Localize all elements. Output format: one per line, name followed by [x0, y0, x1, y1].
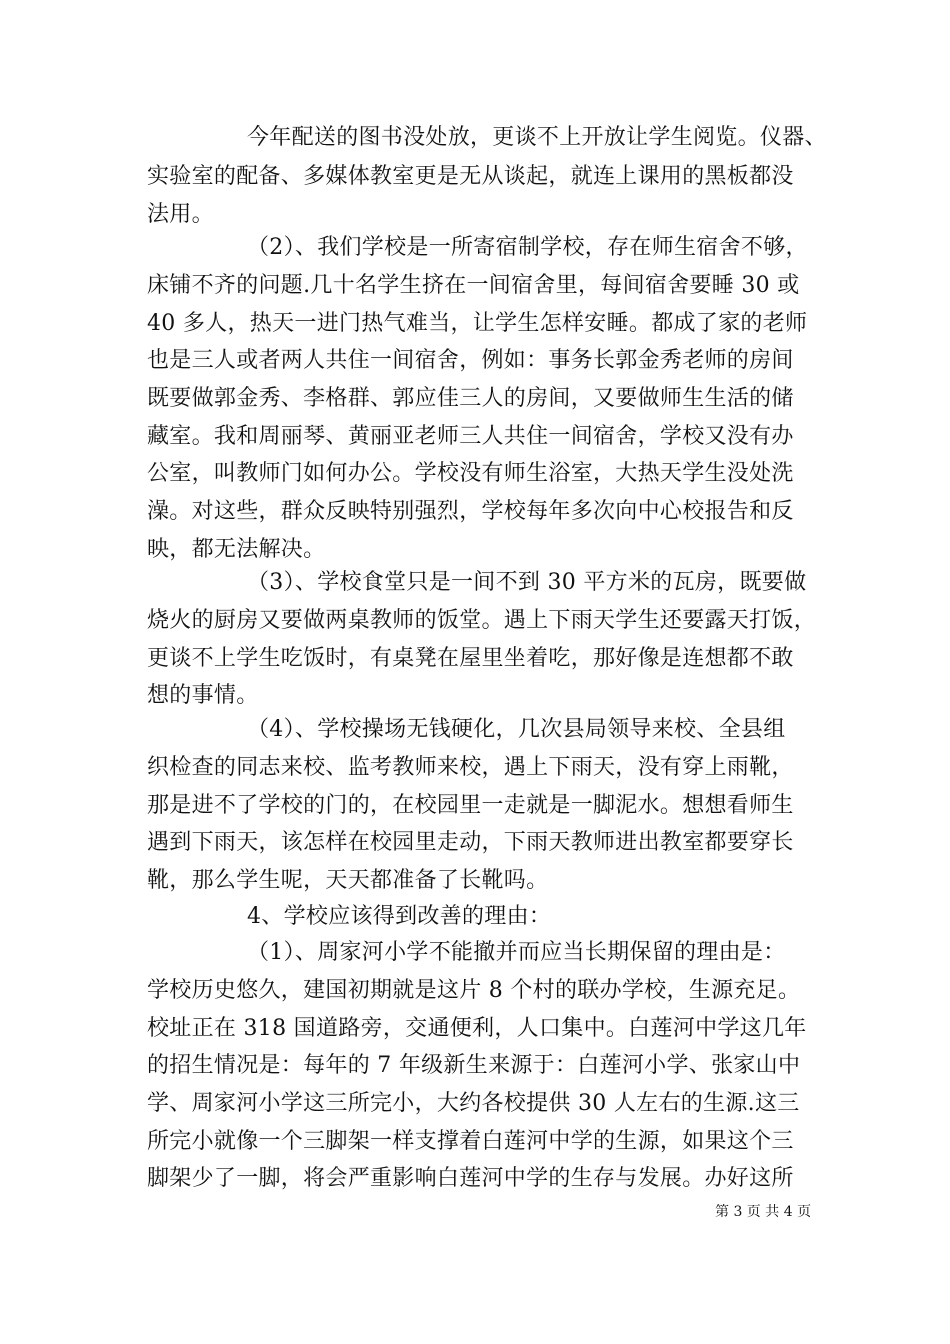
- page-number-footer: 第 3 页 共 4 页: [715, 1204, 812, 1220]
- text-line: 法用。: [147, 202, 214, 227]
- text-line: 4、学校应该得到改善的理由：: [247, 904, 552, 929]
- text-line: 的招生情况是：每年的 7 年级新生来源于：白莲河小学、张家山中: [147, 1053, 801, 1078]
- text-line: 学、周家河小学这三所完小，大约各校提供 30 人左右的生源.这三: [147, 1091, 800, 1116]
- text-line: 映，都无法解决。: [147, 537, 326, 562]
- text-line: （4）、学校操场无钱硬化，几次县局领导来校、全县组: [247, 717, 786, 742]
- text-line: （3）、学校食堂只是一间不到 30 平方米的瓦房，既要做: [247, 570, 807, 595]
- text-line: 公室，叫教师门如何办公。学校没有师生浴室，大热天学生没处洗: [147, 461, 794, 486]
- text-line: 脚架少了一脚，将会严重影响白莲河中学的生存与发展。办好这所: [147, 1166, 794, 1191]
- text-line: 遇到下雨天，该怎样在校园里走动，下雨天教师进出教室都要穿长: [147, 830, 794, 855]
- text-line: 靴，那么学生呢，天天都准备了长靴吗。: [147, 868, 549, 893]
- text-line: 床铺不齐的问题.几十名学生挤在一间宿舍里，每间宿舍要睡 30 或: [147, 273, 800, 298]
- text-line: 也是三人或者两人共住一间宿舍，例如：事务长郭金秀老师的房间: [147, 348, 794, 373]
- text-line: 织检查的同志来校、监考教师来校，遇上下雨天，没有穿上雨靴，: [147, 755, 794, 780]
- text-line: 藏室。我和周丽琴、黄丽亚老师三人共住一间宿舍，学校又没有办: [147, 424, 794, 449]
- text-line: 学校历史悠久，建国初期就是这片 8 个村的联办学校，生源充足。: [147, 978, 801, 1003]
- text-line: 实验室的配备、多媒体教室更是无从谈起，就连上课用的黑板都没: [147, 164, 794, 189]
- text-line: 既要做郭金秀、李格群、郭应佳三人的房间，又要做师生生活的储: [147, 386, 794, 411]
- text-line: 校址正在 318 国道路旁，交通便利，人口集中。白莲河中学这几年: [147, 1016, 807, 1041]
- text-line: 澡。对这些，群众反映特别强烈，学校每年多次向中心校报告和反: [147, 499, 794, 524]
- text-line: 想的事情。: [147, 683, 259, 708]
- text-line: （1）、周家河小学不能撤并而应当长期保留的理由是：: [247, 940, 786, 965]
- text-line: 今年配送的图书没处放，更谈不上开放让学生阅览。仪器、: [247, 125, 827, 150]
- text-line: （2）、我们学校是一所寄宿制学校，存在师生宿舍不够，: [247, 235, 808, 260]
- text-line: 烧火的厨房又要做两桌教师的饭堂。遇上下雨天学生还要露天打饭，: [147, 608, 817, 633]
- text-line: 所完小就像一个三脚架一样支撑着白莲河中学的生源，如果这个三: [147, 1129, 794, 1154]
- text-line: 那是进不了学校的门的，在校园里一走就是一脚泥水。想想看师生: [147, 793, 794, 818]
- text-line: 40 多人，热天一进门热气难当，让学生怎样安睡。都成了家的老师: [147, 311, 808, 336]
- text-line: 更谈不上学生吃饭时，有桌凳在屋里坐着吃，那好像是连想都不敢: [147, 646, 794, 671]
